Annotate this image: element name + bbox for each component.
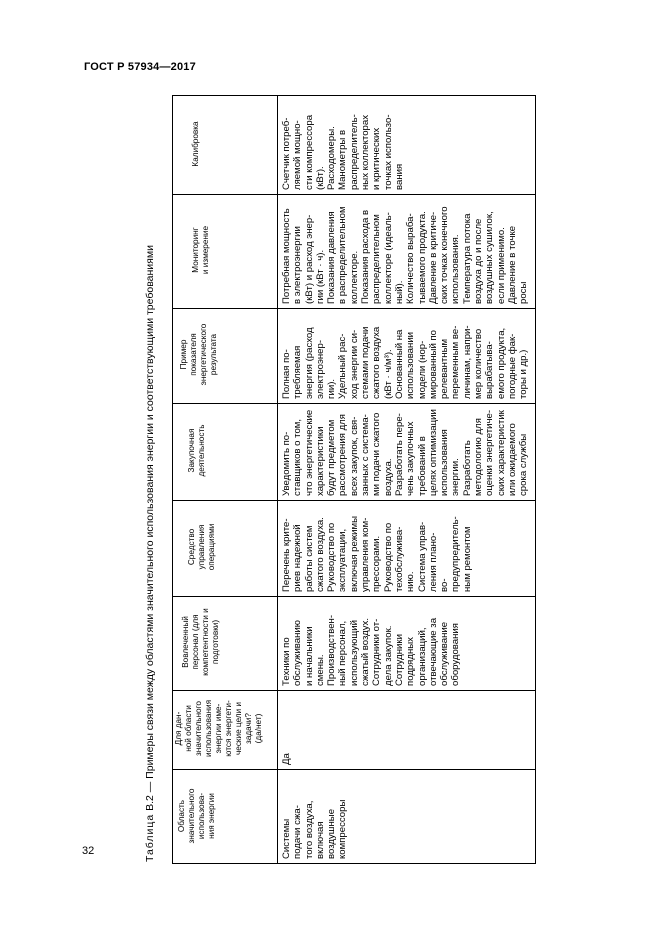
- header-procurement: Закупочная деятельность: [187, 424, 206, 477]
- cell-operations: Перечень крите- риев надежной работы систем сжатого воздуха. Руководство по эксплуатации, включая режимы управления ком- прессорами. Руководство по техобслужива- нию. Система управ- ления плано- во- предупредитель- ным ремонтом: [281, 515, 473, 592]
- table-caption: [144, 242, 156, 862]
- table-divider: [173, 769, 535, 770]
- header-targets: Для дан- ной области значительного использования энергии име- ются энергети- ческие цели и задачи? (да/нет): [174, 699, 263, 758]
- cell-indicator: Полная по- требляемая энергия (расход электроэнер- гии). Удельный рас- ход энергии си- стемами подачи сжатого воздуха (кВт · ч/м³). Основанный на использовании модели (нор- мированный по релевантным переменным ве- личинам, напри- мер количество вырабатыва- емого продукта, погодные фак- торы и др.): [281, 325, 530, 399]
- cell-monitoring: Потребная мощность в электроэнергии (кВт) и расход энер- гии (кВт · ч). Показания давления в распределительном коллекторе. Показания расхода в распределительном коллекторе (идеаль- ный). Количество выраба- тываемого продукта. Давление в критиче- ских точках конечного использования. Температура потока воздуха до и после воздушных сушилок, если применимо. Давление в точке росы: [281, 206, 530, 304]
- caption-text: В.2 — Примеры связи между областями значительного использования энергии и соответствующими требованиями: [144, 245, 156, 814]
- header-operations: Средство управления операциями: [187, 523, 216, 571]
- caption-label: Таблица: [144, 813, 156, 862]
- cell-calibration: Счетчик потреб- ляемой мощно- сти компрессора (кВт). Расходомеры. Манометры в распределитель- ных коллекторах и критических точках использо- вания: [281, 114, 405, 190]
- header-monitoring: Мониторинг и измерение: [191, 225, 210, 275]
- cell-area: Системы подачи сжа- того воздуха, включая воздушные компрессоры: [281, 799, 349, 859]
- cell-targets: Да: [281, 753, 292, 765]
- header-personnel: Вовлеченный персонал (для компетентности и подготовки): [181, 608, 220, 676]
- document-header: ГОСТ Р 57934—2017: [84, 61, 196, 73]
- cell-procurement: Уведомить по- ставщиков о том, что энергетические характеристики будут предметом рассмотрения для всех закупок, свя- занных с система- ми подачи сжатого воздуха. Разработать пере- чень закупочных требований в целях оптимизации использования энергии. Разработать методологию для оценки энергетиче- ских характеристик или ожидаемого срока службы: [281, 409, 530, 496]
- header-calibration: Калибровка: [191, 121, 200, 167]
- header-indicator: Пример показателя энергетического результата: [179, 323, 218, 386]
- cell-personnel: Техники по обслуживанию и начальники смены. Производствен- ный персонал, использующий сжатый воздух. Сотрудники от- дела закупок. Сотрудники подрядных организаций, отвечающие за обслуживание оборудования: [281, 614, 462, 686]
- header-divider: [277, 96, 278, 863]
- page-number: 32: [82, 845, 95, 857]
- data-table: [172, 95, 536, 864]
- header-area: Область значительного использова- ния энергии: [177, 788, 216, 844]
